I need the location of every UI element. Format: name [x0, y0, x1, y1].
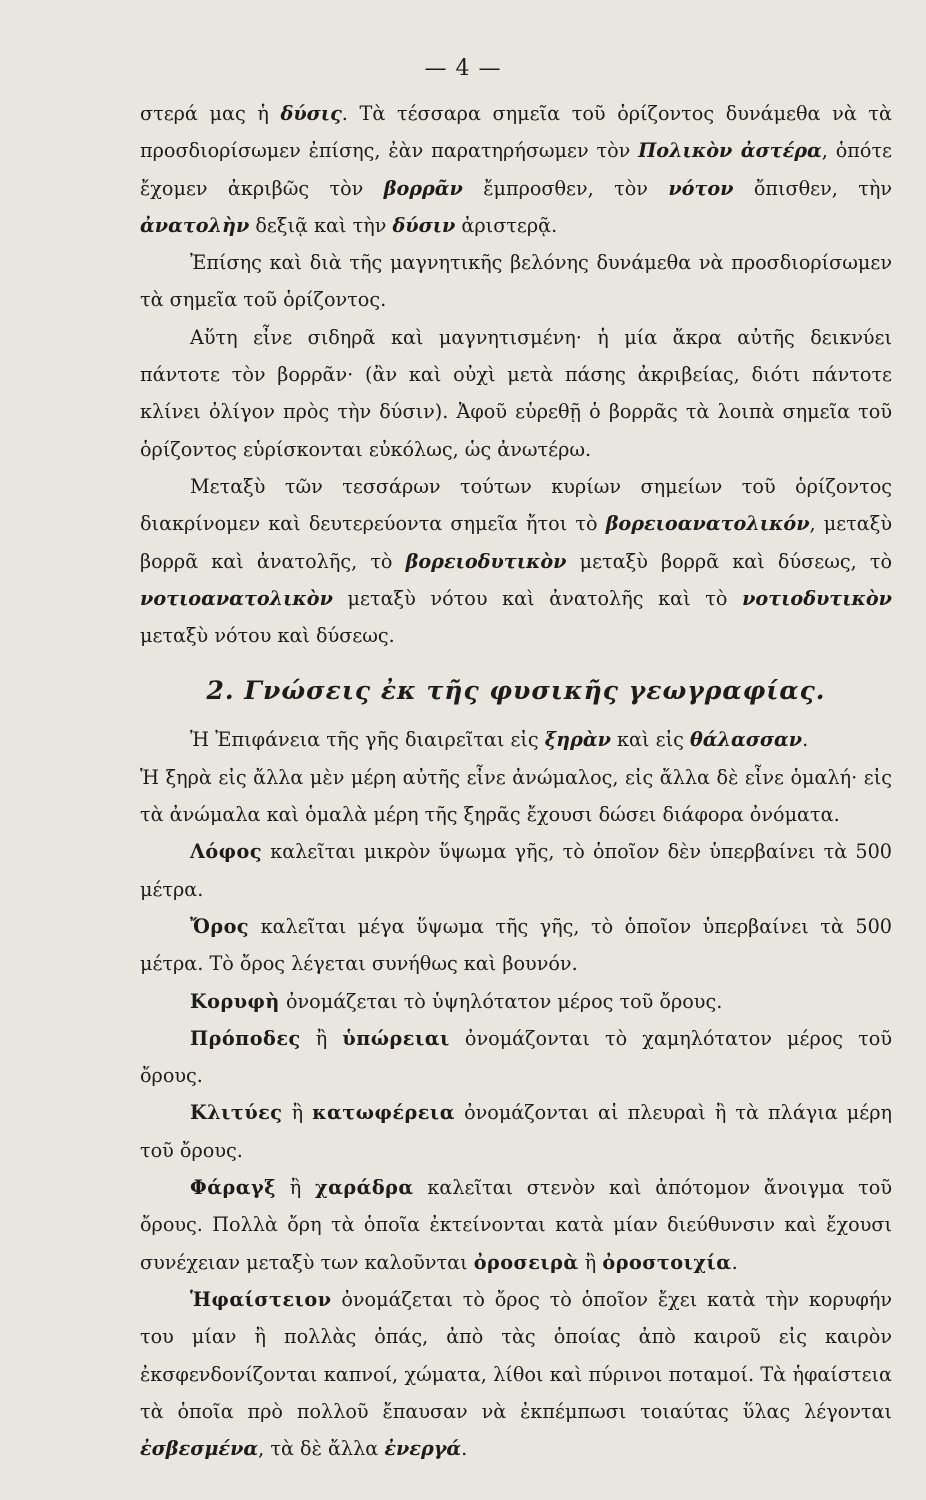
emphasis-term: ἀνατολὴν [140, 213, 250, 237]
text-run: δεξιᾷ καὶ τὴν [249, 213, 393, 237]
text-run: . Τὰ τέσσαρα σημεῖα τοῦ ὁρίζοντος δυνάμεθα νὰ τὰ προσδιορίσωμεν ἐπίσης, ἐὰν παρατηρήσωμεν τὸν [140, 102, 893, 163]
emphasis-term: βορρᾶν [383, 176, 463, 200]
text-run: ἢ [578, 1250, 603, 1274]
definition-term: Κλιτύες [190, 1101, 283, 1125]
paragraph-slopes [140, 1094, 892, 1169]
paragraph-magnetic-needle: Ἐπίσης καὶ διὰ τῆς μαγνητικῆς βελόνης δυνάμεθα νὰ προσδιορίσωμεν τὰ σημεῖα τοῦ ὁρίζοντος. [140, 251, 892, 312]
definition-term: κατωφέρεια [312, 1101, 455, 1125]
paragraph-earth-surface [140, 721, 892, 758]
text-run: ὄπισθεν, τὴν [733, 176, 893, 200]
text-run: ὀνομάζονται τὸ χαμηλότατον μέρος τοῦ ὄρους. [140, 1026, 892, 1088]
paragraph-peak [140, 983, 892, 1020]
text-run: ἢ [300, 1026, 343, 1050]
emphasis-term: νοτιοανατολικὸν [140, 586, 333, 610]
text-run: , τὰ δὲ ἄλλα [258, 1437, 385, 1461]
paragraph-gorge [140, 1169, 892, 1281]
definition-term: Πρόποδες [190, 1026, 301, 1050]
emphasis-term: ξηρὰν [544, 728, 611, 752]
body-text [140, 95, 892, 1467]
definition-term: Φάραγξ [190, 1176, 277, 1200]
text-run: καλεῖται στενὸν καὶ ἀπότομον ἄνοιγμα τοῦ ὄρους. Πολλὰ ὄρη τὰ ὁποῖα ἐκτείνονται κατὰ μίαν διεύθυνσιν καὶ ἔχουσι συνέχειαν μεταξὺ των καλοῦνται [140, 1176, 892, 1274]
definition-term: Λόφος [190, 840, 263, 864]
emphasis-term: βορειοανατολικόν [605, 512, 810, 536]
text-run: ὀνομάζεται τὸ ὄρος τὸ ὁποῖον ἔχει κατὰ τὴν κορυφήν του μίαν ἢ πολλὰς ὀπάς, ἀπὸ τὰς ὁποίας ἀπὸ καιροῦ εἰς καιρὸν ἐκσφενδονίζονται καπνοί, χώματα, λίθοι καὶ πύρινοι ποταμοί. Τὰ ἡφαίστεια τὰ ὁποῖα πρὸ πολλοῦ ἔπαυσαν νὰ ἐκπέμπωσι τοιαύτας ὕλας λέγονται [140, 1287, 892, 1423]
text-run: Μεταξὺ τῶν τεσσάρων τούτων κυρίων σημείων τοῦ ὁρίζοντος διακρίνομεν καὶ δευτερεύοντα σημεῖα ἤτοι τὸ [140, 474, 892, 536]
emphasis-term: Πολικὸν ἀστέρα [638, 139, 822, 163]
emphasis-term: νότον [668, 176, 734, 200]
text-run: καλεῖται μέγα ὕψωμα τῆς γῆς, τὸ ὁποῖον ὑπερβαίνει τὰ 500 μέτρα. Τὸ ὄρος λέγεται συνήθως καὶ βουνόν. [140, 914, 892, 976]
paragraph-secondary-points [140, 468, 892, 654]
emphasis-term: ἐνεργά [384, 1437, 462, 1461]
text-run: ἀριστερᾷ. [455, 213, 558, 237]
text-run: ἢ [282, 1101, 313, 1125]
definition-term: Ἡφαίστειον [190, 1287, 332, 1311]
emphasis-term: ἐσβεσμένα [140, 1437, 259, 1461]
paragraph-foothills [140, 1020, 892, 1095]
text-run: ὀνομάζονται αἱ πλευραὶ ἢ τὰ πλάγια μέρη τοῦ ὄρους. [140, 1101, 892, 1162]
definition-term: χαράδρα [314, 1176, 414, 1200]
text-run: . [802, 728, 809, 752]
text-run: ἢ [276, 1176, 315, 1200]
emphasis-term: νοτιοδυτικὸν [742, 586, 892, 610]
paragraph-mountain [140, 908, 892, 983]
definition-term: Ὄρος [190, 914, 250, 938]
emphasis-term: δύσιν [392, 213, 456, 237]
text-run: . [731, 1250, 738, 1274]
text-run: στερά μας ἡ [140, 102, 281, 125]
definition-term: ὀροστοιχία [602, 1250, 732, 1274]
text-run: Ἡ Ἐπιφάνεια τῆς γῆς διαιρεῖται εἰς [190, 728, 545, 752]
text-run: ἔμπροσθεν, τὸν [462, 176, 669, 200]
definition-term: ὑπώρειαι [342, 1026, 450, 1050]
text-run: μεταξὺ βορρᾶ καὶ δύσεως, τὸ [566, 549, 892, 573]
paragraph-land-relief: Ἡ ξηρὰ εἰς ἄλλα μὲν μέρη αὐτῆς εἶνε ἀνώμαλος, εἰς ἄλλα δὲ εἶνε ὁμαλή· εἰς τὰ ἀνώμαλα καὶ ὁμαλὰ μέρη τῆς ξηρᾶς ἔχουσι δώσει διάφορα ὀνόματα. [140, 765, 892, 827]
definition-term: ὀροσειρὰ [473, 1250, 579, 1274]
text-run: μεταξὺ νότου καὶ ἀνατολῆς καὶ τὸ [332, 586, 743, 610]
paragraph-hill [140, 833, 892, 908]
text-run: μεταξὺ νότου καὶ δύσεως. [140, 624, 395, 648]
text-run: καὶ εἰς [610, 728, 690, 752]
page-number: — 4 — [424, 56, 502, 81]
text-run: , μεταξὺ βορρᾶ καὶ ἀνατολῆς, τὸ [140, 512, 892, 573]
paragraph-compass-polaris [140, 95, 892, 244]
emphasis-term: βορειοδυτικὸν [405, 549, 567, 573]
section-heading: 2. Γνώσεις ἐκ τῆς φυσικῆς γεωγραφίας. [206, 676, 826, 706]
paragraph-volcano [140, 1281, 892, 1467]
text-run: ὀνομάζεται τὸ ὑψηλότατον μέρος τοῦ ὄρους. [279, 989, 723, 1013]
text-run: , ὁπότε ἔχομεν ἀκριβῶς τὸν [140, 139, 892, 200]
text-run: . [461, 1437, 468, 1461]
definition-term: Κορυφὴ [190, 989, 280, 1013]
paragraph-needle-description: Αὕτη εἶνε σιδηρᾶ καὶ μαγνητισμένη· ἡ μία ἄκρα αὐτῆς δεικνύει πάντοτε τὸν βορρᾶν· (ἂν καὶ οὐχὶ μετὰ πάσης ἀκριβείας, διότι πάντοτε κλίνει ὀλίγον πρὸς τὴν δύσιν). Ἀφοῦ εὑρεθῇ ὁ βορρᾶς τὰ λοιπὰ σημεῖα τοῦ ὁρίζοντος εὑρίσκονται εὐκόλως, ὡς ἀνωτέρω. [140, 325, 892, 461]
emphasis-term: δύσις [280, 102, 342, 125]
text-run: καλεῖται μικρὸν ὕψωμα γῆς, τὸ ὁποῖον δὲν ὑπερβαίνει τὰ 500 μέτρα. [140, 840, 892, 901]
emphasis-term: θάλασσαν [689, 728, 803, 752]
